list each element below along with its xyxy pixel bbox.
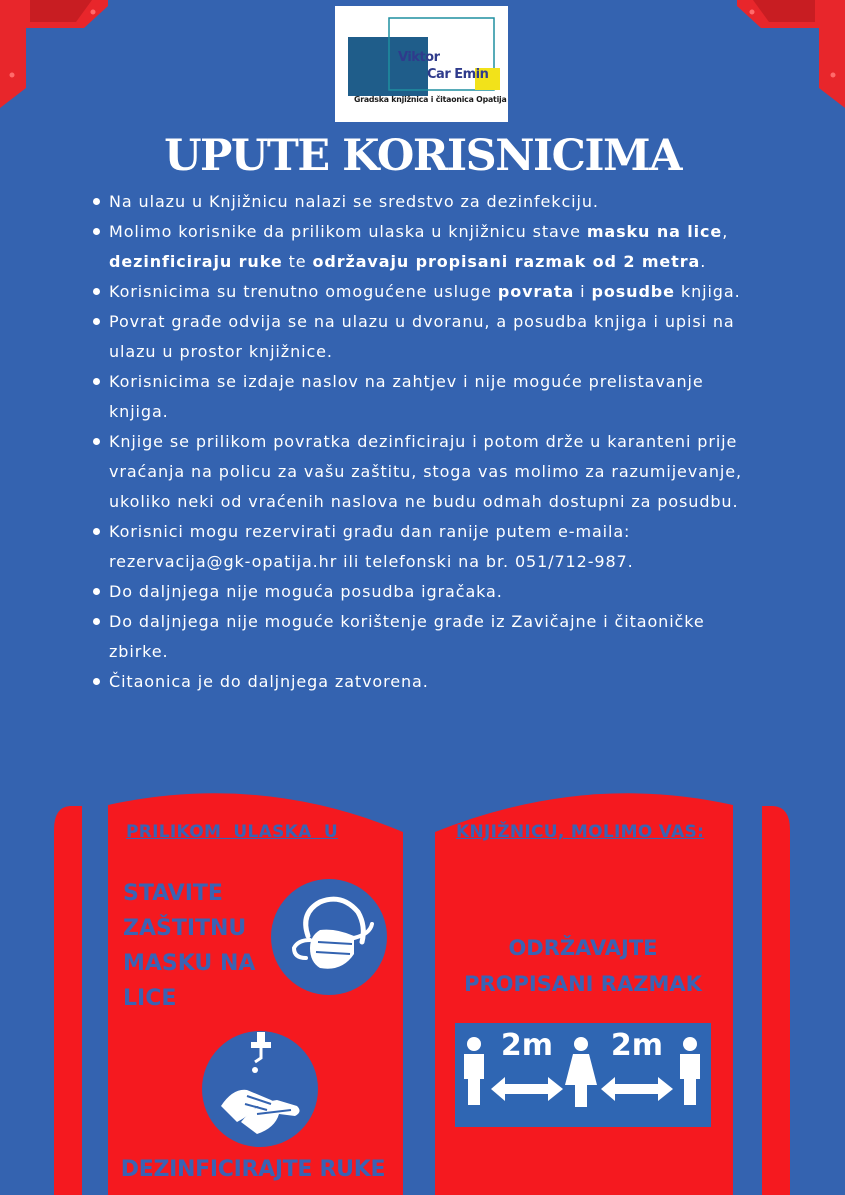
rule-item: Do daljnjega nije moguća posudba igračaka.: [88, 577, 765, 607]
rule-item: Korisnicima su trenutno omogućene usluge povrata i posudbe knjiga.: [88, 277, 765, 307]
rule-item: Na ulazu u Knjižnicu nalazi se sredstvo za dezinfekciju.: [88, 187, 765, 217]
library-logo: [335, 6, 508, 122]
mask-instruction: STAVITE ZAŠTITNU MASKU NA LICE: [123, 881, 256, 1011]
rule-item: Do daljnjega nije moguće korištenje građe iz Zavičajne i čitaoničke zbirke.: [88, 607, 765, 667]
distance-label-2: 2m: [610, 1028, 664, 1063]
rule-item: Molimo korisnike da prilikom ulaska u knjižnicu stave masku na lice, dezinficiraju ruke te održavaju propisani razmak od 2 metra.: [88, 217, 765, 277]
rule-item: Korisnicima se izdaje naslov na zahtjev i nije moguće prelistavanje knjiga.: [88, 367, 765, 427]
logo-name-line2: Car Emin: [427, 67, 489, 82]
corner-decoration-left: [0, 0, 108, 108]
poster-right-heading: KNJIŽNICU, MOLIMO VAS:: [456, 822, 705, 842]
hand-sanitizer-icon: [201, 1030, 319, 1148]
hands-instruction: DEZINFICIRAJTE RUKE: [120, 1157, 386, 1182]
rule-item: Korisnici mogu rezervirati građu dan ranije putem e-maila: rezervacija@gk-opatija.hr ili telefonski na br. 051/712-987.: [88, 517, 765, 577]
social-distance-sign-icon: [455, 1023, 711, 1127]
corner-decoration-right: [737, 0, 845, 108]
rule-item: Čitaonica je do daljnjega zatvorena.: [88, 667, 765, 697]
face-mask-icon: [270, 878, 388, 996]
poster-left-heading: PRILIKOM ULASKA U: [126, 822, 338, 842]
rule-item: Povrat građe odvija se na ulazu u dvoranu, a posudba knjiga i upisi na ulazu u prostor knjižnice.: [88, 307, 765, 367]
rules-list: [88, 187, 765, 697]
page-title: UPUTE KORISNICIMA: [164, 131, 681, 181]
distance-instruction: ODRŽAVAJTE PROPISANI RAZMAK: [464, 936, 702, 996]
distance-label-1: 2m: [500, 1028, 554, 1063]
logo-name-line1: Viktor: [398, 50, 440, 65]
logo-subtitle: Gradska knjižnica i čitaonica Opatija: [354, 95, 507, 104]
rule-item: Knjige se prilikom povratka dezinficiraju i potom drže u karanteni prije vraćanja na policu za vašu zaštitu, stoga vas molimo za razumijevanje, ukoliko neki od vraćenih naslova ne budu odmah dostupni za posudbu.: [88, 427, 765, 517]
